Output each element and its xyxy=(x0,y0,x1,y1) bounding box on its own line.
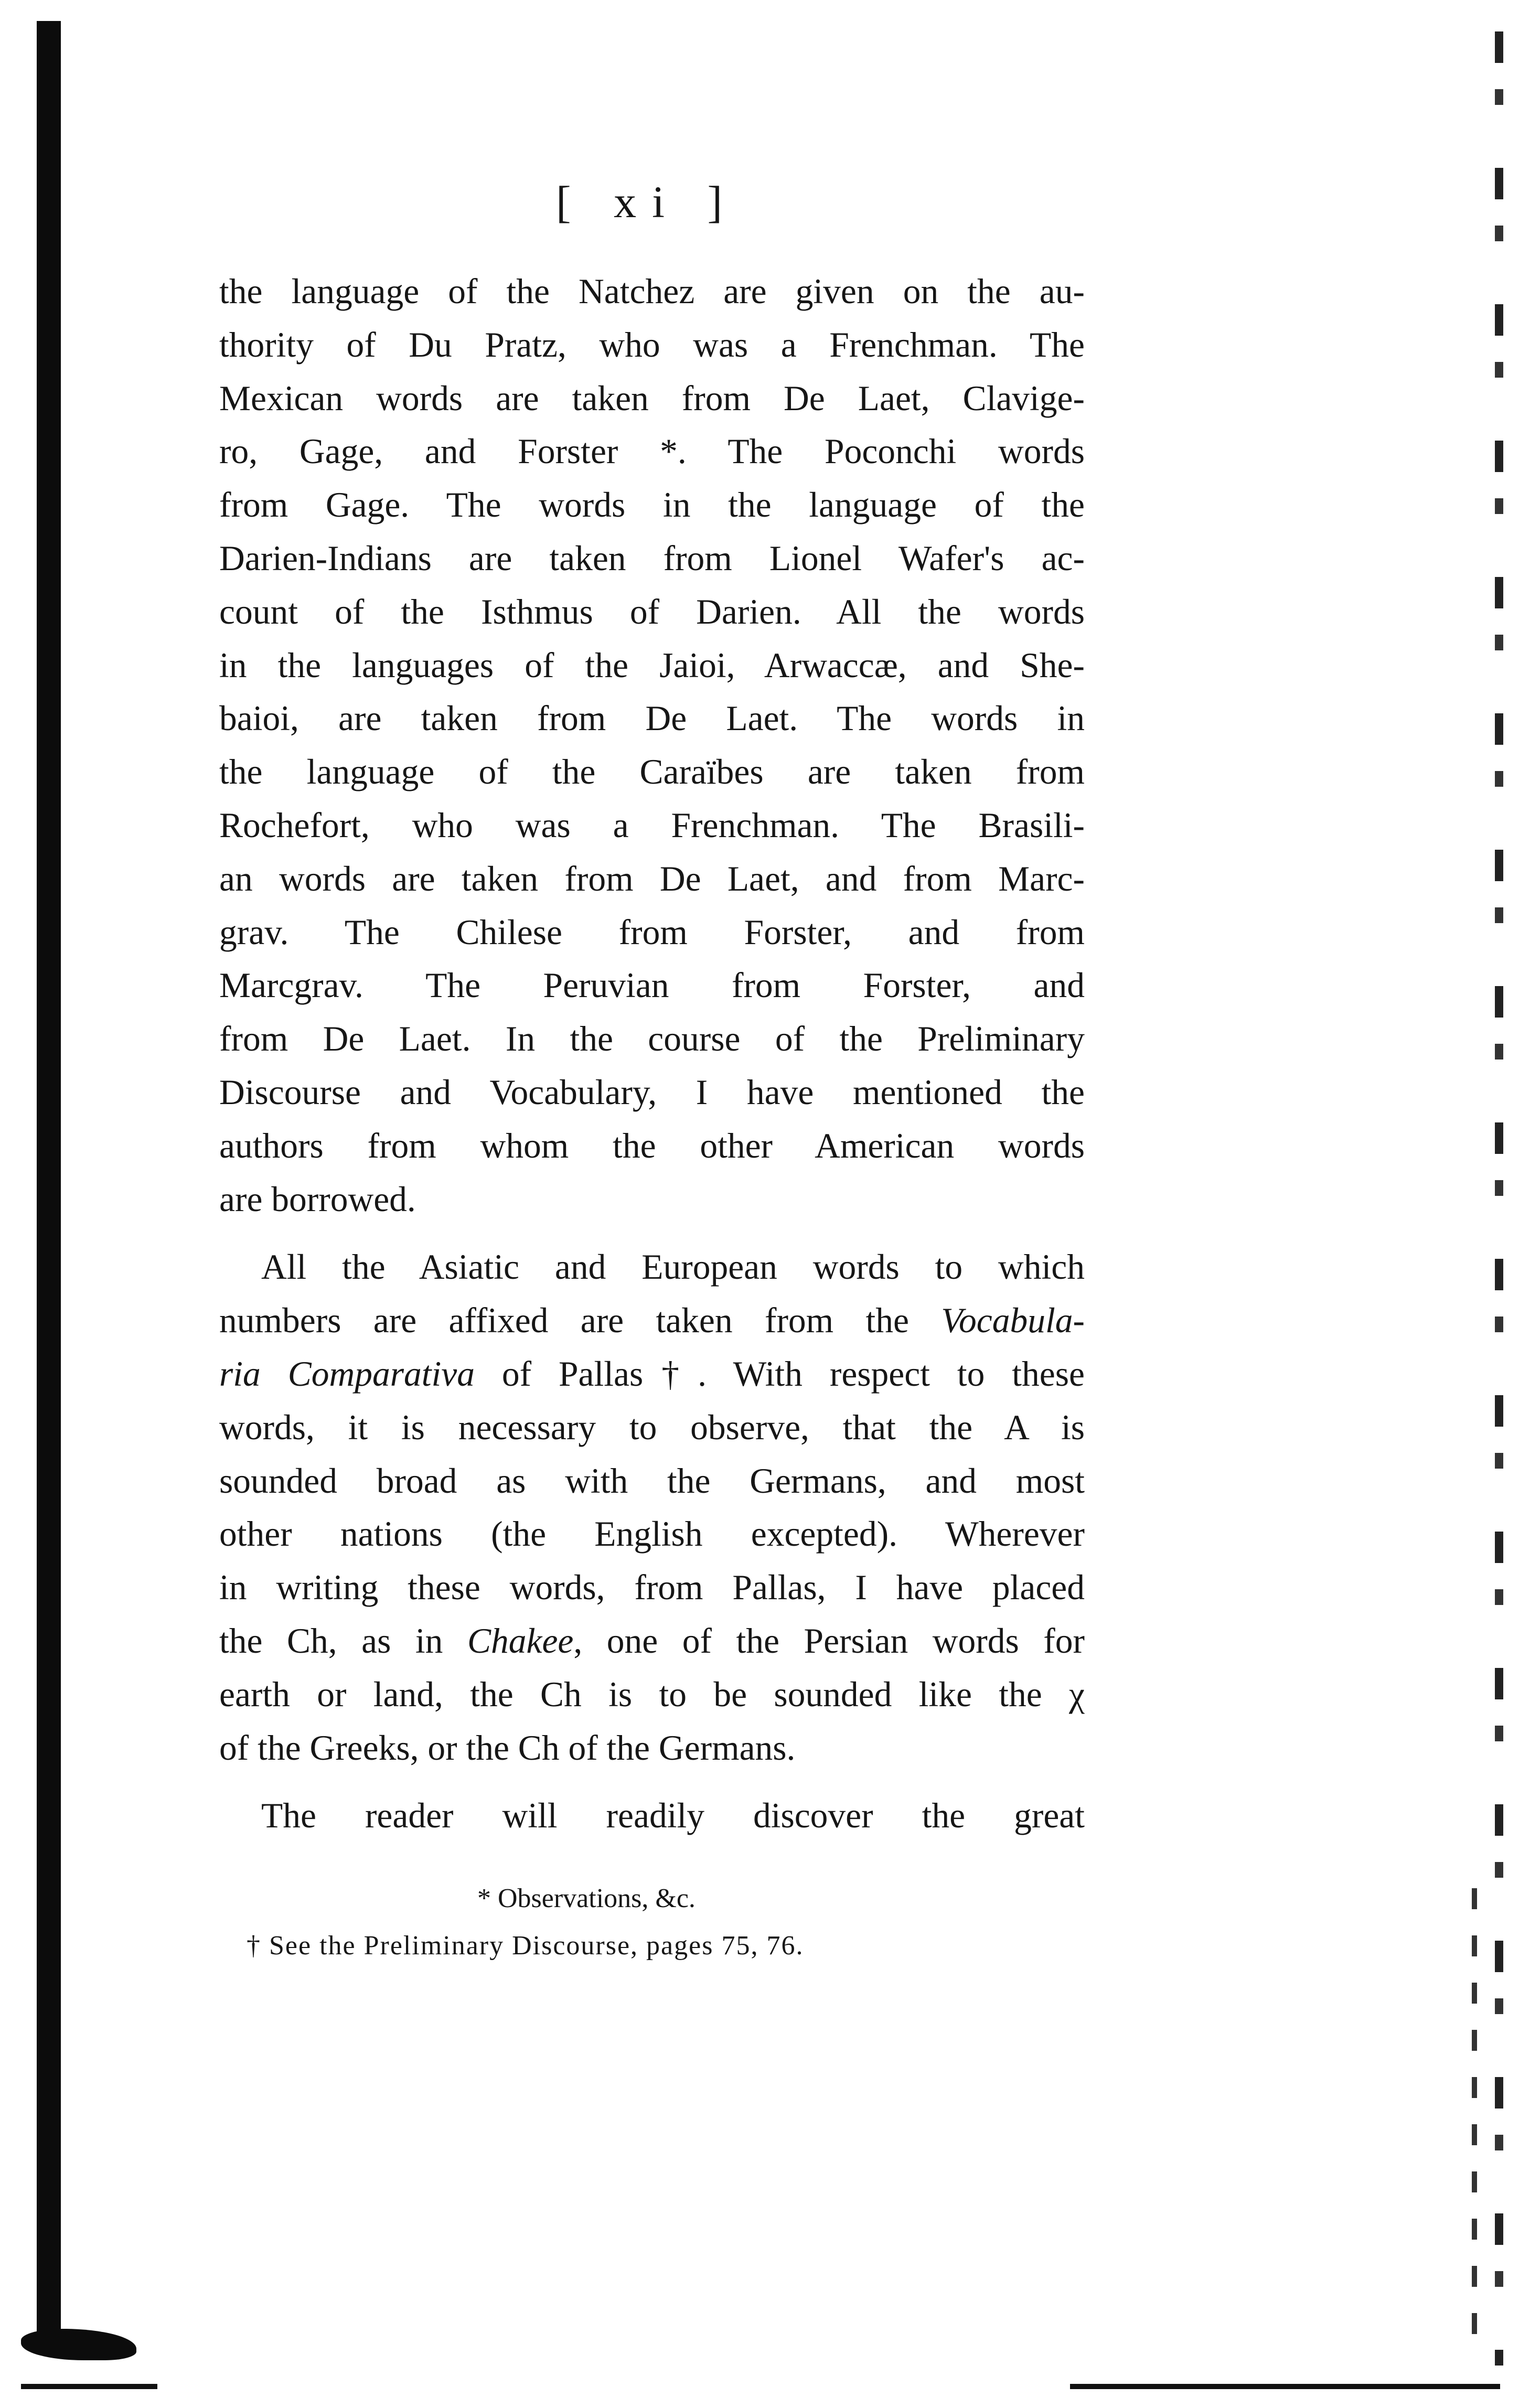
page-binding-edge xyxy=(37,21,61,2350)
text-line: the language of the Natchez are given on the au- xyxy=(219,272,1085,311)
text-line: authors from whom the other American words xyxy=(219,1126,1085,1165)
footnote-1: * Observations, &c. xyxy=(477,1883,696,1913)
text-line: count of the Isthmus of Darien. All the words xyxy=(219,592,1085,632)
text-line: earth or land, the Ch is to be sounded like the χ xyxy=(219,1674,1085,1714)
italic-word: Chakee xyxy=(467,1621,574,1661)
text-line: All the Asiatic and European words to which xyxy=(261,1247,1085,1287)
text-line: are borrowed. xyxy=(219,1179,416,1219)
text-line: of the Greeks, or the Ch of the Germans. xyxy=(219,1728,796,1768)
text-line: The reader will readily discover the great xyxy=(261,1796,1085,1836)
text-line: in writing these words, from Pallas, I have placed xyxy=(219,1568,1085,1608)
text-line: sounded broad as with the Germans, and most xyxy=(219,1461,1085,1501)
text-line: Discourse and Vocabulary, I have mentioned the xyxy=(219,1072,1085,1112)
text-line: the language of the Caraïbes are taken from xyxy=(219,752,1085,792)
text-line: from De Laet. In the course of the Preliminary xyxy=(219,1019,1085,1059)
text-line: Rochefort, who was a Frenchman. The Brasili- xyxy=(219,805,1085,845)
paragraph-3 xyxy=(219,1789,1085,1843)
text-line: Mexican words are taken from De Laet, Clavige- xyxy=(219,378,1085,418)
text-line xyxy=(219,1614,1085,1668)
text-line xyxy=(219,1294,1085,1347)
italic-title: ria Comparativa xyxy=(219,1354,475,1394)
footnotes xyxy=(247,1875,1033,1970)
text-line: Marcgrav. The Peruvian from Forster, and xyxy=(219,966,1085,1005)
text-line: other nations (the English excepted). Wherever xyxy=(219,1514,1085,1554)
text-line: ro, Gage, and Forster *. The Poconchi words xyxy=(219,432,1085,472)
text-run: the Ch, as in xyxy=(219,1621,467,1661)
text-run: of Pallas†. With respect to these xyxy=(474,1354,1085,1394)
ink-smudge xyxy=(21,2329,136,2360)
text-line: grav. The Chilese from Forster, and from xyxy=(219,912,1085,952)
text-run: numbers are affixed are taken from the xyxy=(219,1301,942,1341)
page-right-edge xyxy=(1495,31,1503,2366)
text-line: an words are taken from De Laet, and from Marc- xyxy=(219,859,1085,898)
text-run: , one of the Persian words for xyxy=(573,1621,1085,1661)
bottom-edge-left xyxy=(21,2384,157,2389)
text-line: words, it is necessary to observe, that the A is xyxy=(219,1407,1085,1447)
text-line xyxy=(219,1347,1085,1401)
text-line: baioi, are taken from De Laet. The words in xyxy=(219,699,1085,739)
italic-title: Vocabula- xyxy=(941,1301,1085,1341)
body-text xyxy=(219,265,1085,1843)
text-line: thority of Du Pratz, who was a Frenchman. The xyxy=(219,325,1085,365)
bottom-edge-right xyxy=(1070,2384,1500,2389)
page-number: [ xi ] xyxy=(556,177,739,227)
paragraph-1 xyxy=(219,265,1085,1226)
text-line: in the languages of the Jaioi, Arwaccæ, and She- xyxy=(219,645,1085,685)
page-right-edge-inner xyxy=(1472,1888,1477,2360)
text-line: from Gage. The words in the language of the xyxy=(219,485,1085,525)
footnote-2: † See the Preliminary Discourse, pages 75, 76. xyxy=(247,1931,804,1961)
text-line: Darien-Indians are taken from Lionel Wafer's ac- xyxy=(219,538,1085,578)
paragraph-2 xyxy=(219,1240,1085,1774)
